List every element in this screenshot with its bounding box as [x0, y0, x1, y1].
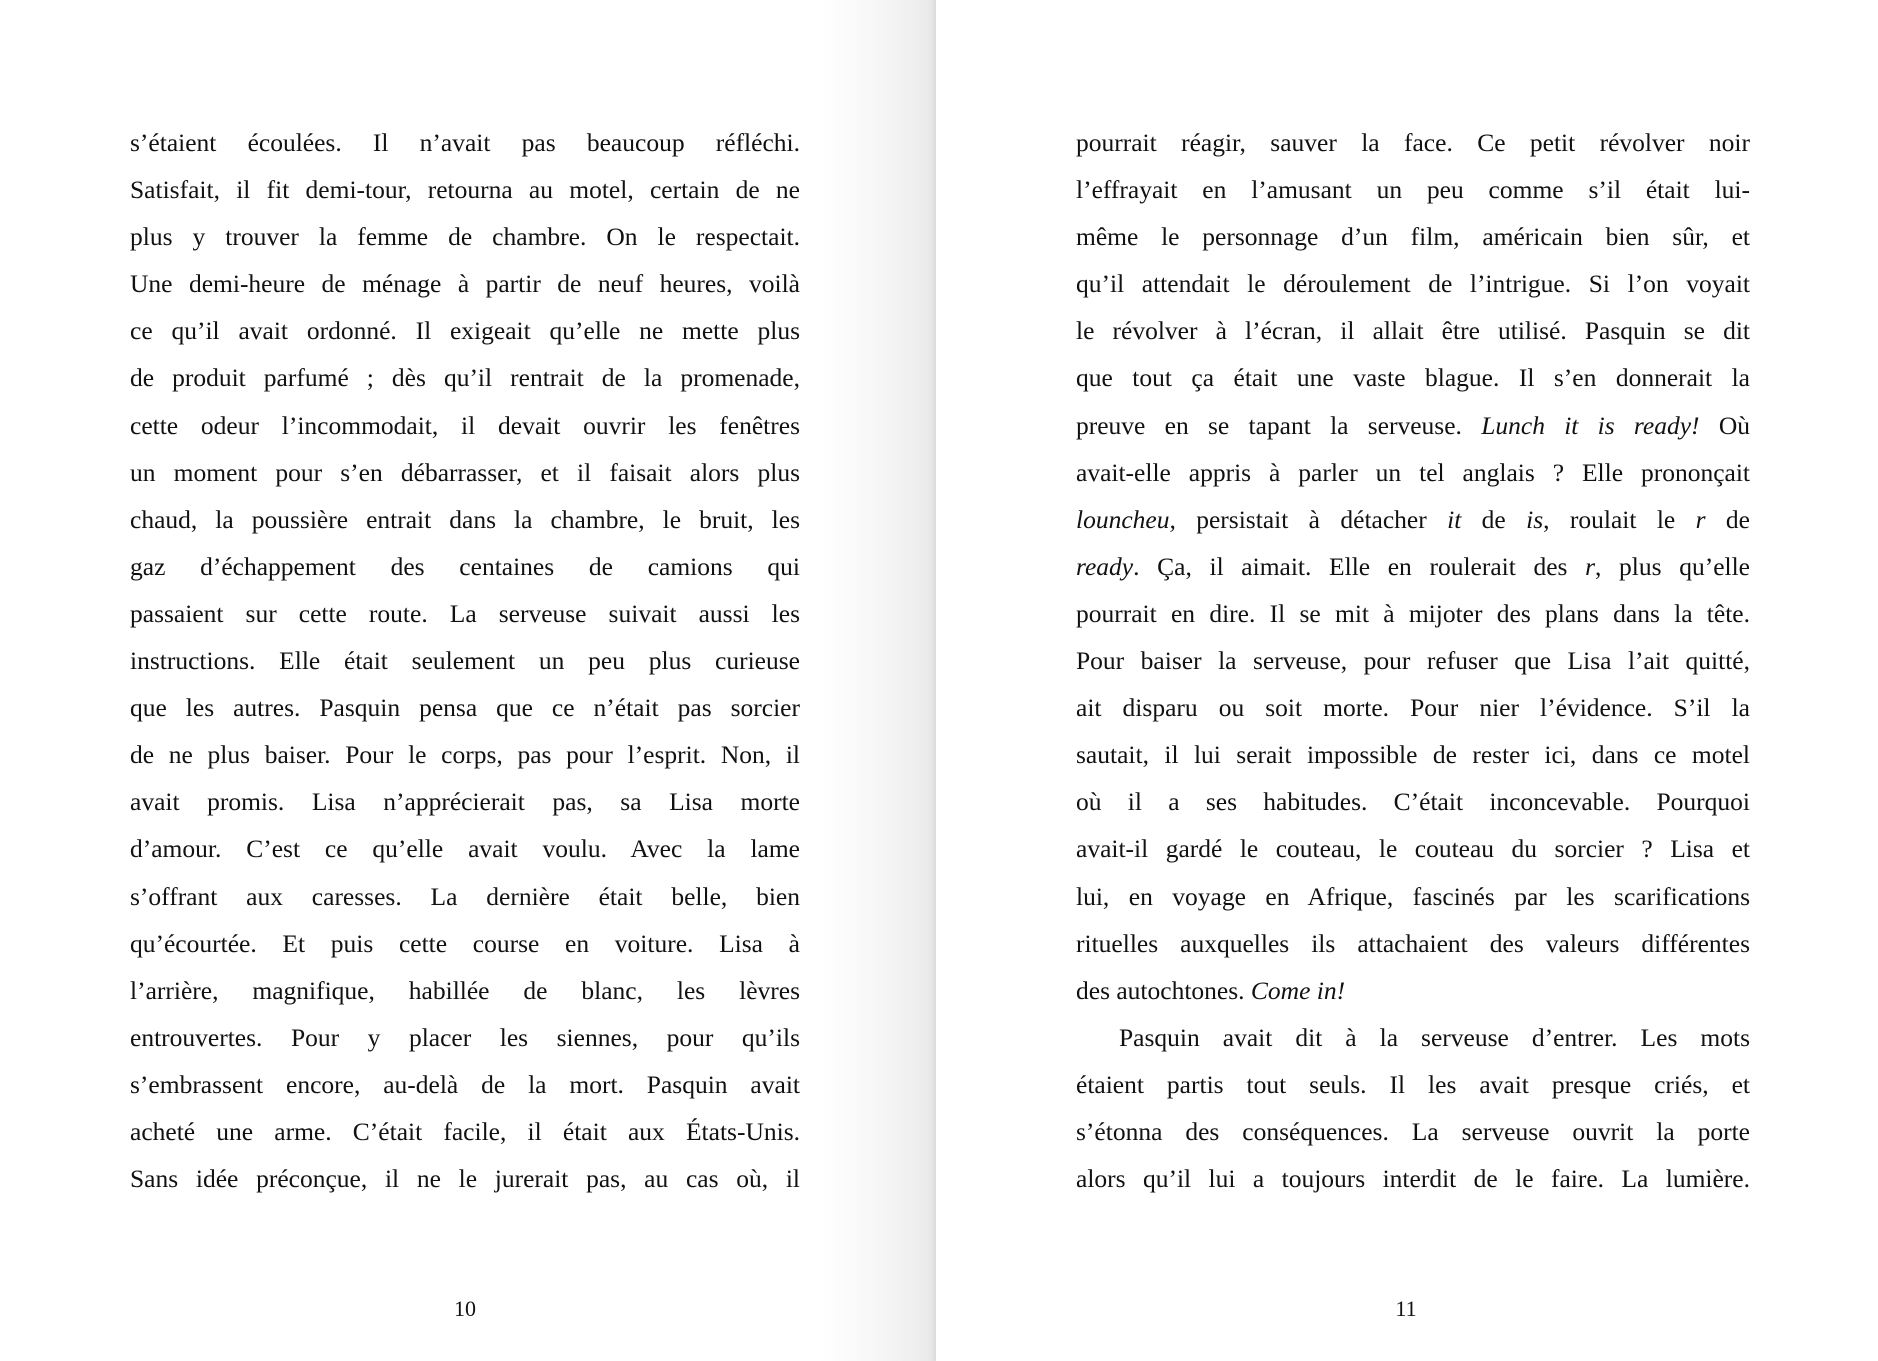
text-segment: d’amour. C’est ce qu’elle avait voulu. Avec la lame — [130, 834, 800, 864]
left-page — [0, 0, 936, 1361]
text-segment: sautait, il lui serait impossible de rester ici, dans ce motel — [1076, 740, 1750, 770]
text-segment: entrouvertes. Pour y placer les siennes, pour qu’ils — [130, 1022, 800, 1052]
text-line — [1076, 825, 1750, 872]
text-segment: de — [1705, 504, 1750, 534]
text-line — [1076, 496, 1750, 543]
text-line — [130, 684, 800, 731]
text-segment: l’effrayait en l’amusant un peu comme s’il était lui- — [1076, 175, 1750, 205]
text-segment: . Ça, il aimait. Elle en roulerait des — [1133, 551, 1586, 581]
text-line — [1076, 967, 1750, 1014]
text-segment: même le personnage d’un film, américain bien sûr, et — [1076, 222, 1750, 252]
text-segment: lui, en voyage en Afrique, fascinés par les scarifications — [1076, 881, 1750, 911]
italic-text: it — [1447, 504, 1462, 534]
text-line — [130, 119, 800, 166]
text-segment: s’offrant aux caresses. La dernière était belle, bien — [130, 881, 800, 911]
text-segment: persistait à détacher — [1175, 504, 1448, 534]
page-text — [130, 119, 800, 1202]
text-line — [130, 1014, 800, 1061]
text-segment: un moment pour s’en débarrasser, et il faisait alors plus — [130, 457, 800, 487]
text-line — [1076, 166, 1750, 213]
text-segment: alors qu’il lui a toujours interdit de le faire. La lumière. — [1076, 1164, 1750, 1194]
text-line — [130, 449, 800, 496]
text-segment: avait promis. Lisa n’apprécierait pas, sa Lisa morte — [130, 787, 800, 817]
text-line — [1076, 1108, 1750, 1155]
italic-text: Come in! — [1250, 975, 1346, 1005]
text-line — [1076, 1014, 1750, 1061]
text-segment: s’étonna des conséquences. La serveuse ouvrit la porte — [1076, 1116, 1750, 1146]
text-segment: ce qu’il avait ordonné. Il exigeait qu’elle ne mette plus — [130, 316, 800, 346]
text-line — [130, 1108, 800, 1155]
text-line — [130, 307, 800, 354]
text-segment: de — [1461, 504, 1527, 534]
italic-text: r — [1695, 504, 1706, 534]
text-segment: l’arrière, magnifique, habillée de blanc, les lèvres — [130, 975, 800, 1005]
text-line — [130, 213, 800, 260]
text-line — [1076, 1061, 1750, 1108]
text-line — [1076, 119, 1750, 166]
text-segment: Pasquin avait dit à la serveuse d’entrer. Les mots — [1119, 1022, 1750, 1052]
text-segment: , roulait le — [1543, 504, 1696, 534]
text-line — [1076, 1155, 1750, 1202]
text-segment: preuve en se tapant la serveuse. — [1076, 410, 1482, 440]
text-line — [1076, 449, 1750, 496]
text-line — [130, 967, 800, 1014]
text-line — [1076, 873, 1750, 920]
page-number: 10 — [454, 1296, 476, 1321]
text-segment: rituelles auxquelles ils attachaient des valeurs différentes — [1076, 928, 1750, 958]
text-segment: ait disparu ou soit morte. Pour nier l’évidence. S’il la — [1076, 693, 1750, 723]
text-line — [130, 637, 800, 684]
text-segment: s’embrassent encore, au-delà de la mort. Pasquin avait — [130, 1069, 800, 1099]
text-line — [130, 920, 800, 967]
text-line — [130, 825, 800, 872]
text-line — [130, 496, 800, 543]
text-segment: des autochtones. — [1076, 975, 1251, 1005]
text-segment: pourrait en dire. Il se mit à mijoter des plans dans la tête. — [1076, 598, 1750, 628]
text-line — [130, 402, 800, 449]
page-number: 11 — [1395, 1296, 1417, 1321]
text-segment: avait-il gardé le couteau, le couteau du sorcier ? Lisa et — [1076, 834, 1750, 864]
text-segment: Satisfait, il fit demi-tour, retourna au motel, certain de ne — [130, 175, 800, 205]
italic-text: Lunch it is ready! — [1481, 410, 1700, 440]
text-segment: où il a ses habitudes. C’était inconcevable. Pourquoi — [1076, 787, 1750, 817]
italic-text: ready — [1076, 551, 1134, 581]
text-line — [130, 590, 800, 637]
text-line — [130, 354, 800, 401]
text-segment: Une demi-heure de ménage à partir de neuf heures, voilà — [130, 269, 800, 299]
text-segment: passaient sur cette route. La serveuse suivait aussi les — [130, 598, 800, 628]
text-line — [130, 1155, 800, 1202]
page-text — [1076, 119, 1750, 1202]
text-line — [130, 731, 800, 778]
text-segment: , plus qu’elle — [1595, 551, 1750, 581]
text-segment: étaient partis tout seuls. Il les avait presque criés, et — [1076, 1069, 1750, 1099]
text-line — [1076, 307, 1750, 354]
text-segment: cette odeur l’incommodait, il devait ouvrir les fenêtres — [130, 410, 800, 440]
text-line — [130, 166, 800, 213]
text-line — [1076, 260, 1750, 307]
italic-text: louncheu, — [1076, 504, 1176, 534]
italic-text: is — [1526, 504, 1544, 534]
text-segment: acheté une arme. C’était facile, il était aux États-Unis. — [130, 1116, 800, 1146]
italic-text: r — [1585, 551, 1596, 581]
text-segment: de ne plus baiser. Pour le corps, pas pour l’esprit. Non, il — [130, 740, 800, 770]
text-line — [1076, 778, 1750, 825]
text-line — [1076, 402, 1750, 449]
text-segment: Pour baiser la serveuse, pour refuser que Lisa l’ait quitté, — [1076, 646, 1750, 676]
text-segment: gaz d’échappement des centaines de camions qui — [130, 551, 800, 581]
text-line — [1076, 354, 1750, 401]
text-segment: plus y trouver la femme de chambre. On le respectait. — [130, 222, 800, 252]
text-line — [1076, 590, 1750, 637]
text-line — [130, 778, 800, 825]
text-segment: le révolver à l’écran, il allait être utilisé. Pasquin se dit — [1076, 316, 1750, 346]
text-segment: qu’écourtée. Et puis cette course en voiture. Lisa à — [130, 928, 800, 958]
text-segment: de produit parfumé ; dès qu’il rentrait de la promenade, — [130, 363, 800, 393]
text-line — [1076, 684, 1750, 731]
text-segment: avait-elle appris à parler un tel anglais ? Elle prononçait — [1076, 457, 1750, 487]
text-line — [130, 260, 800, 307]
text-line — [1076, 543, 1750, 590]
text-line — [130, 1061, 800, 1108]
text-line — [1076, 920, 1750, 967]
text-segment: qu’il attendait le déroulement de l’intrigue. Si l’on voyait — [1076, 269, 1750, 299]
text-segment: s’étaient écoulées. Il n’avait pas beaucoup réfléchi. — [130, 128, 800, 157]
text-segment: Sans idée préconçue, il ne le jurerait pas, au cas où, il — [130, 1164, 800, 1194]
text-segment: pourrait réagir, sauver la face. Ce petit révolver noir — [1076, 128, 1750, 157]
text-line — [130, 543, 800, 590]
text-segment: que les autres. Pasquin pensa que ce n’était pas sorcier — [130, 693, 800, 723]
text-line — [130, 873, 800, 920]
text-line — [1076, 213, 1750, 260]
text-line — [1076, 731, 1750, 778]
right-page — [936, 0, 1878, 1361]
text-line — [1076, 637, 1750, 684]
text-segment: Où — [1699, 410, 1750, 440]
text-segment: instructions. Elle était seulement un peu plus curieuse — [130, 646, 800, 676]
text-segment: chaud, la poussière entrait dans la chambre, le bruit, les — [130, 504, 800, 534]
text-segment: que tout ça était une vaste blague. Il s’en donnerait la — [1076, 363, 1750, 393]
